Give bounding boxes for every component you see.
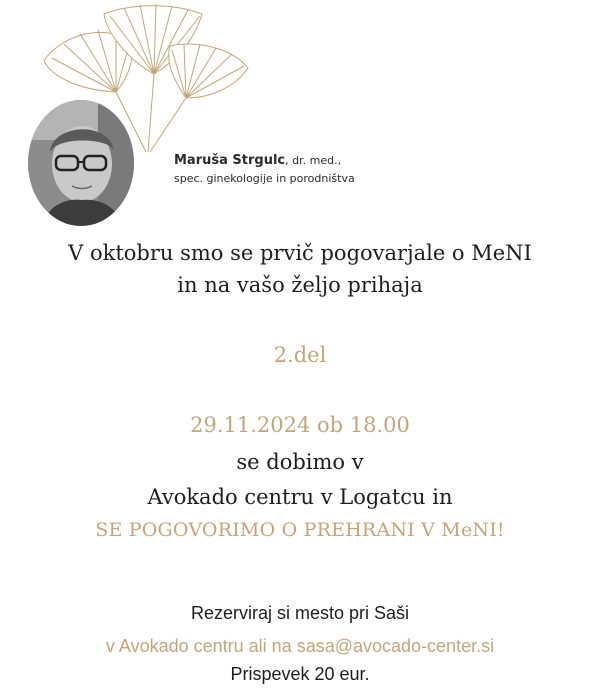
author-specialty: spec. ginekologije in porodništva (174, 172, 355, 185)
event-topic: SE POGOVORIMO O PREHRANI V MeNI! (95, 519, 505, 541)
fee-text: Prispevek 20 eur. (230, 664, 370, 684)
contact-text: v Avokado centru ali na sasa@avocado-center.si (105, 636, 495, 656)
author-credit (174, 150, 355, 188)
intro-text (0, 237, 600, 301)
event-date-time: 29.11.2024 ob 18.00 (190, 413, 410, 437)
author-title: , dr. med., (285, 154, 342, 167)
reservation-text: Rezerviraj si mesto pri Saši (190, 603, 410, 623)
author-name: Maruša Strgulc (174, 153, 286, 168)
intro-line-2: in na vašo željo prihaja (177, 273, 423, 297)
meet-line: se dobimo v (236, 450, 364, 474)
part-label: 2.del (273, 343, 327, 367)
intro-line-1: V oktobru smo se prvič pogovarjale o MeNI (68, 241, 532, 265)
venue-line: Avokado centru v Logatcu in (147, 485, 453, 509)
author-photo (28, 100, 134, 226)
